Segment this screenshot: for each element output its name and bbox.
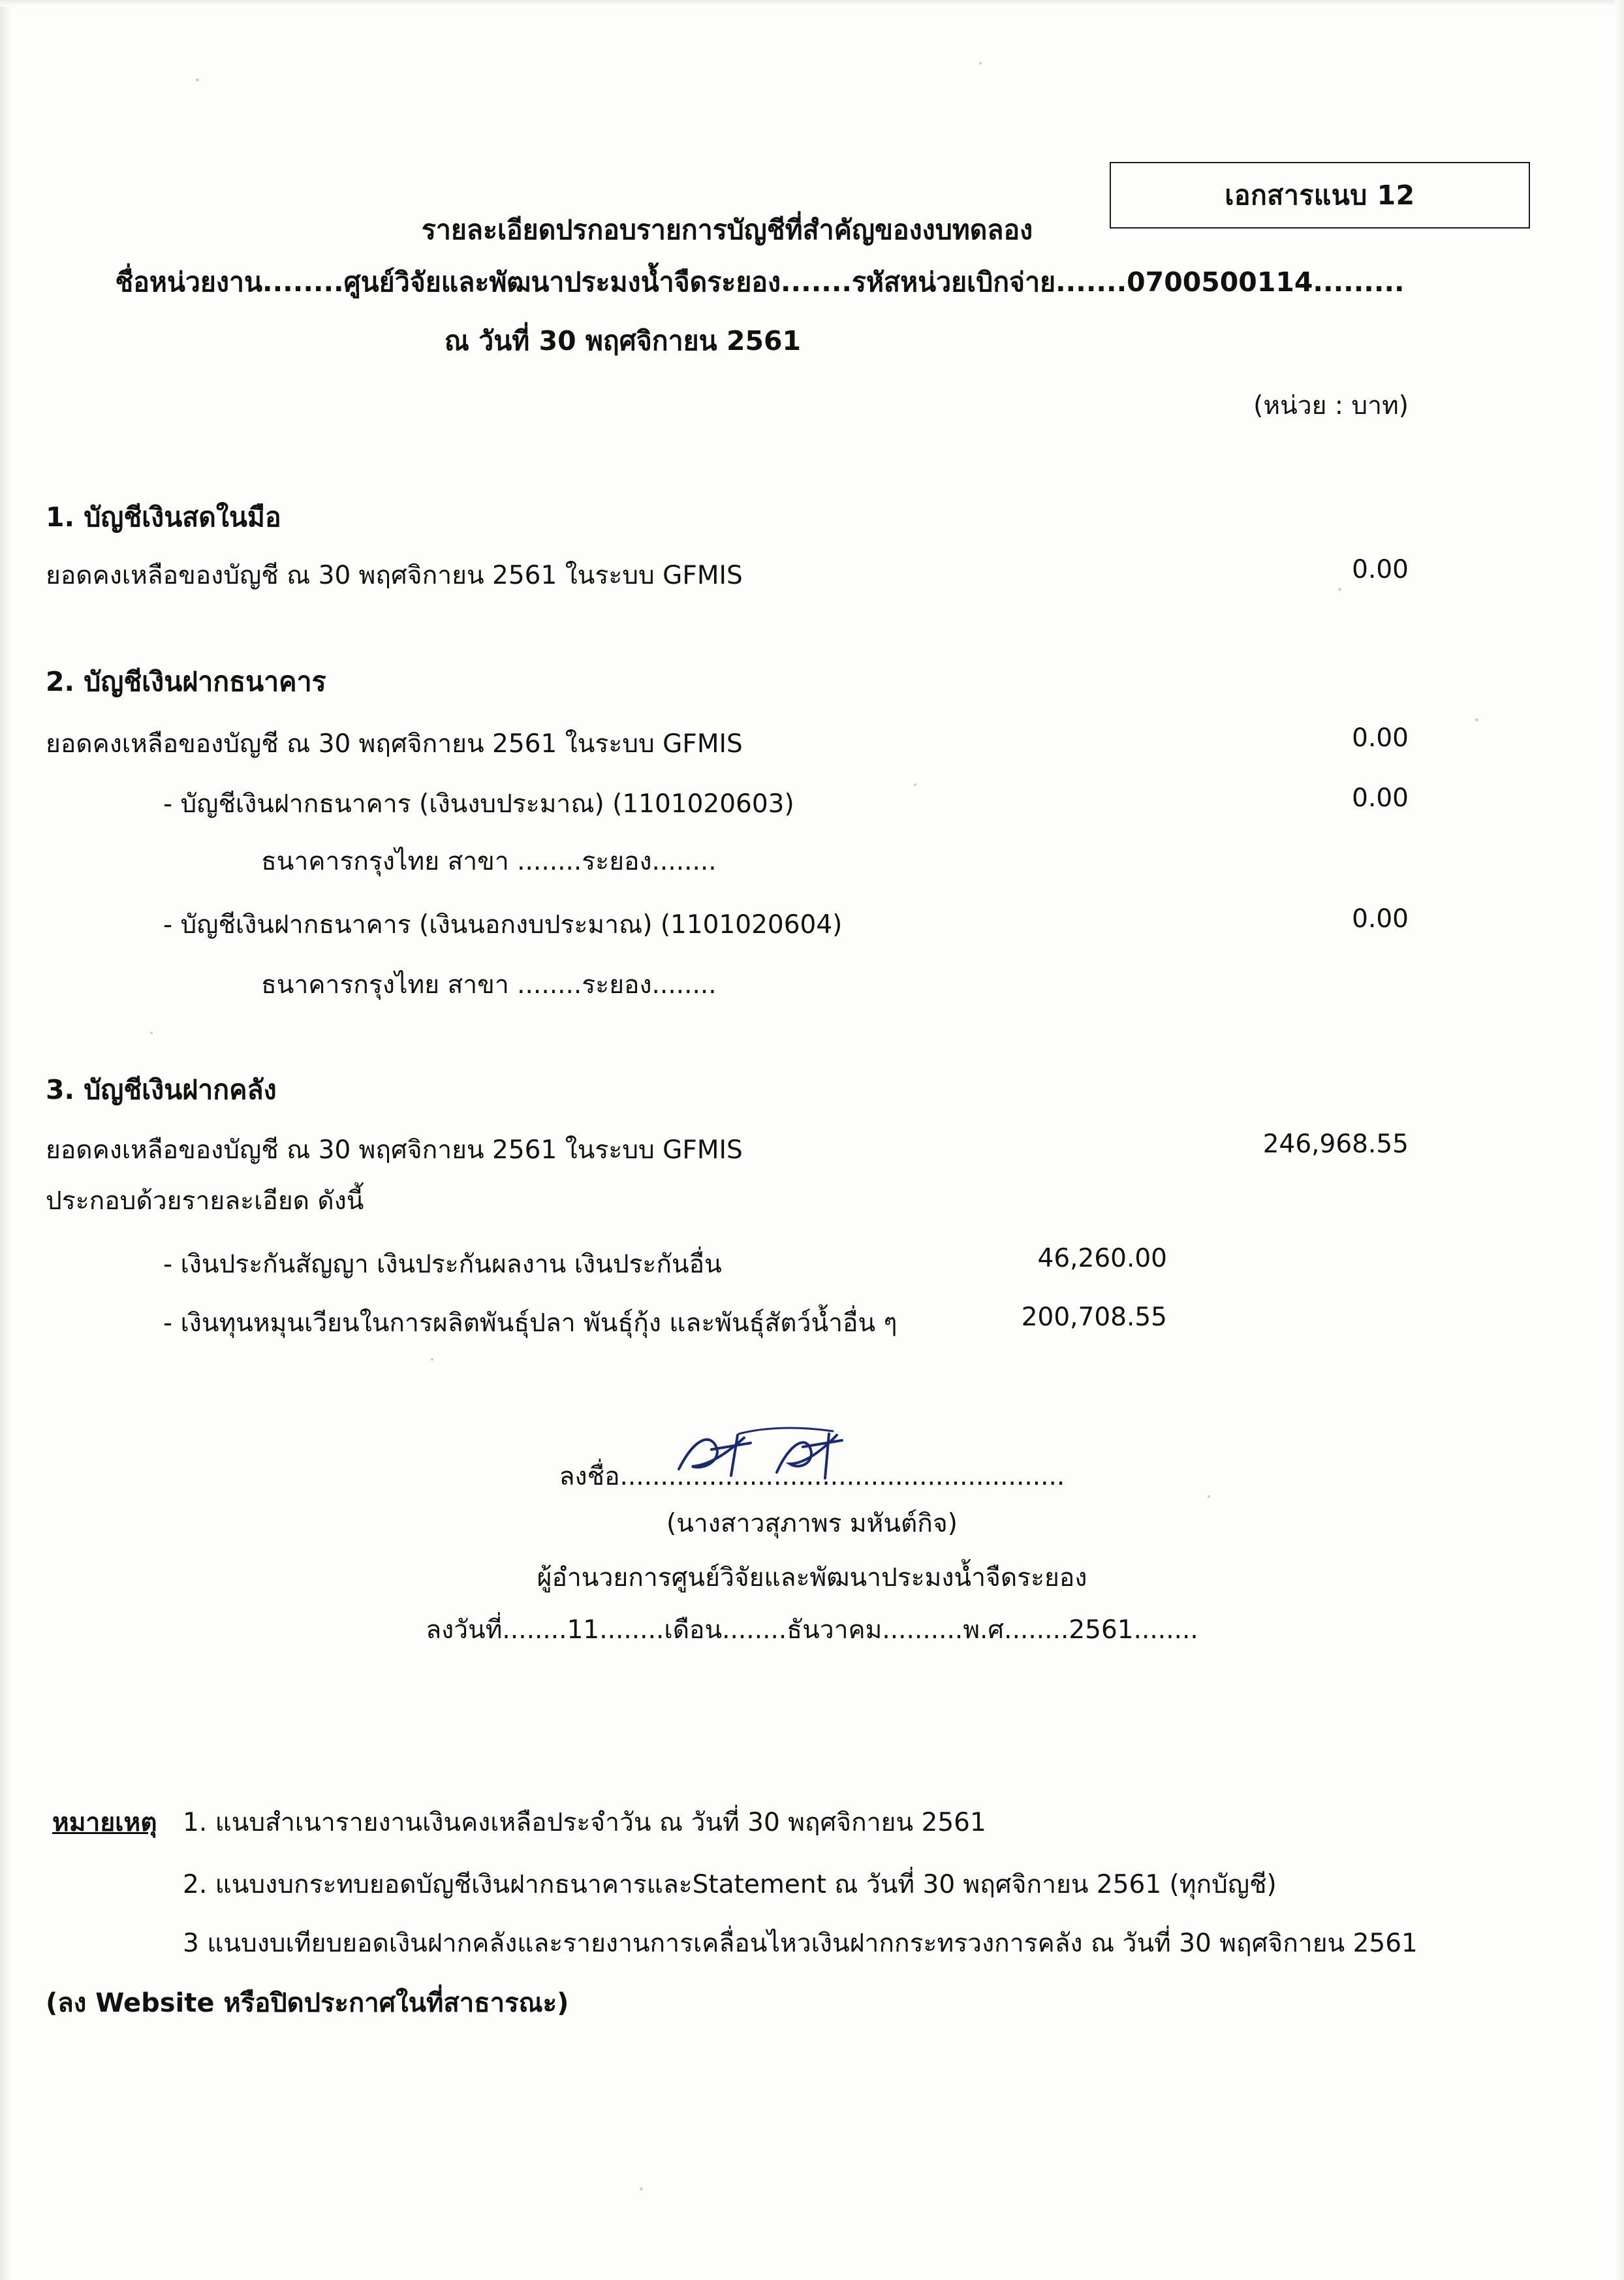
section-3-row-label: - เงินประกันสัญญา เงินประกันผลงาน เงินประกันอื่น <box>163 1250 722 1279</box>
section-2-row-label: - บัญชีเงินฝากธนาคาร (เงินนอกงบประมาณ) (1101020604) <box>163 910 843 940</box>
section-2-row-label: ยอดคงเหลือของบัญชี ณ 30 พฤศจิกายน 2561 ในระบบ GFMIS <box>46 729 743 759</box>
organization-line: ชื่อหน่วยงาน........ศูนย์วิจัยและพัฒนาประมงน้ำจืดระยอง.......รหัสหน่วยเบิกจ่าย.......0700500114......... <box>115 266 1405 298</box>
as-of-date-line: ณ วันที่ 30 พฤศจิกายน 2561 <box>444 325 802 356</box>
section-3-row-label: ยอดคงเหลือของบัญชี ณ 30 พฤศจิกายน 2561 ในระบบ GFMIS <box>46 1135 743 1165</box>
section-2-row-amount: 0.00 <box>1352 784 1409 813</box>
signer-name: (นางสาวสุภาพร มหันต์กิจ) <box>666 1509 958 1538</box>
section-3-heading: 3. บัญชีเงินฝากคลัง <box>46 1074 277 1105</box>
section-2-row-label: ธนาคารกรุงไทย สาขา ........ระยอง........ <box>261 847 717 876</box>
document-title: รายละเอียดปรกอบรายการบัญชีที่สำคัญของงบทดลอง <box>421 214 1033 245</box>
section-3-detail-intro: ประกอบด้วยรายละเอียด ดังนี้ <box>46 1186 364 1216</box>
section-2-row-amount: 0.00 <box>1352 723 1409 753</box>
section-2-row-label: - บัญชีเงินฝากธนาคาร (เงินงบประมาณ) (1101020603) <box>163 789 794 819</box>
note-item: 2. แนบงบกระทบยอดบัญชีเงินฝากธนาคารและStatement ณ วันที่ 30 พฤศจิกายน 2561 (ทุกบัญชี) <box>183 1870 1277 1899</box>
section-1-row-amount: 0.00 <box>1352 555 1409 584</box>
section-3-row-label: - เงินทุนหมุนเวียนในการผลิตพันธุ์ปลา พันธุ์กุ้ง และพันธุ์สัตว์น้ำอื่น ๆ <box>163 1308 898 1338</box>
section-2-heading: 2. บัญชีเงินฝากธนาคาร <box>46 666 326 697</box>
signer-position: ผู้อำนวยการศูนย์วิจัยและพัฒนาประมงน้ำจืดระยอง <box>537 1563 1087 1592</box>
section-1-heading: 1. บัญชีเงินสดในมือ <box>46 501 281 533</box>
section-1-row-label: ยอดคงเหลือของบัญชี ณ 30 พฤศจิกายน 2561 ในระบบ GFMIS <box>46 561 743 590</box>
section-3-row-amount: 46,260.00 <box>1037 1244 1167 1273</box>
signed-date-line: ลงวันที่........11........เดือน........ธันวาคม..........พ.ศ........2561........ <box>426 1615 1198 1645</box>
section-3-row-amount: 246,968.55 <box>1262 1130 1409 1159</box>
attachment-number-label: เอกสารแนบ 12 <box>1225 179 1415 211</box>
signature-line: ลงชื่อ....................................................... <box>559 1462 1065 1491</box>
section-3-row-amount: 200,708.55 <box>1021 1303 1167 1332</box>
notes-label: หมายเหตุ <box>52 1808 157 1837</box>
currency-unit-note: (หน่วย : บาท) <box>1253 391 1409 420</box>
section-2-row-amount: 0.00 <box>1352 904 1409 934</box>
note-item: 1. แนบสำเนารายงานเงินคงเหลือประจำวัน ณ วันที่ 30 พฤศจิกายน 2561 <box>183 1808 986 1837</box>
section-2-row-label: ธนาคารกรุงไทย สาขา ........ระยอง........ <box>261 970 717 1000</box>
note-item: 3 แนบงบเทียบยอดเงินฝากคลังและรายงานการเคลื่อนไหวเงินฝากกระทรวงการคลัง ณ วันที่ 30 พฤศจิกายน 2561 <box>183 1929 1418 1958</box>
notes-footer: (ลง Website หรือปิดประกาศในที่สาธารณะ) <box>46 1988 569 2018</box>
